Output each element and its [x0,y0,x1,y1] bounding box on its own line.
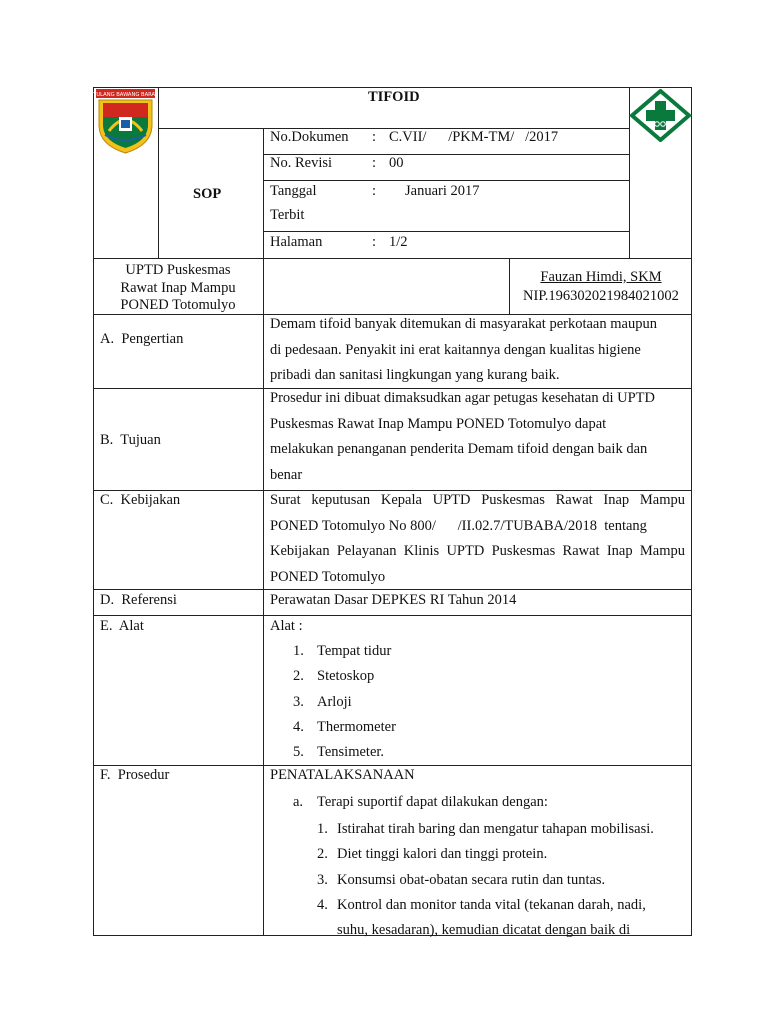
kebijakan-text [270,488,685,590]
section-label-prosedur: F. Prosedur [100,767,170,783]
prosedur-sub-marker: a. [293,794,304,810]
meta-value: Januari 2017 [405,183,480,199]
text-line: Prosedur ini dibuat dimaksudkan agar petugas kesehatan di UPTD [270,390,655,406]
document-title: TIFOID [368,89,420,105]
section-label-referensi: D. Referensi [100,592,177,608]
list-item-continuation: suhu, kesadaran), kemudian dicatat dengan baik di [337,922,631,939]
meta-label: Terbit [270,207,305,223]
tujuan-text [270,386,685,488]
grid-line [263,129,264,258]
grid-line [263,258,264,936]
section-label-tujuan: B. Tujuan [100,432,161,448]
org-name-line: PONED Totomulyo [120,297,236,313]
grid-line [158,87,159,258]
referensi-text: Perawatan Dasar DEPKES RI Tahun 2014 [270,592,517,608]
text-line: Kebijakan Pelayanan Klinis UPTD Puskesmas Rawat Inap Mampu [270,543,685,559]
sop-label: SOP [193,186,222,202]
text-line: Demam tifoid banyak ditemukan di masyarakat perkotaan maupun [270,316,657,332]
meta-sep: : [372,155,377,171]
grid-line [93,615,692,616]
text-line: benar [270,466,303,483]
section-label-pengertian: A. Pengertian [100,331,184,347]
meta-sep: : [372,234,377,250]
signer-nip: NIP.196302021984021002 [523,288,679,304]
meta-value: 1/2 [389,234,408,250]
org-name-line: UPTD Puskesmas [125,262,231,278]
text-line: Puskesmas Rawat Inap Mampu PONED Totomulyo dapat [270,415,607,432]
text-line: di pedesaan. Penyakit ini erat kaitannya dengan kualitas higiene [270,341,641,358]
section-label-alat: E. Alat [100,618,144,634]
meta-value: C.VII/ /PKM-TM/ /2017 [389,129,559,145]
meta-label: No.Dokumen [270,129,349,145]
list-item: 5. Tensimeter. [293,744,385,761]
list-item: 3. Konsumsi obat-obatan secara rutin dan tuntas. [317,871,606,888]
meta-value: 00 [389,155,404,171]
prosedur-steps [317,817,687,943]
meta-sep: : [372,129,377,145]
prosedur-sub-text: Terapi suportif dapat dilakukan dengan: [317,794,548,810]
grid-line [93,258,692,259]
text-line: pribadi dan sanitasi lingkungan yang kurang baik. [270,367,560,383]
meta-label: Tanggal [270,183,317,199]
list-item: 1. Tempat tidur [293,643,392,659]
org-name-line: Rawat Inap Mampu [120,280,236,296]
meta-label: Halaman [270,234,323,250]
grid-line [509,258,510,314]
grid-line [263,231,629,232]
list-item: 3. Arloji [293,693,352,710]
logo-caption: TULANG BAWANG BARAT [93,92,158,98]
list-item: 2. Stetoskop [293,668,375,685]
list-item: 4. Kontrol dan monitor tanda vital (tekanan darah, nadi, [317,896,646,913]
list-item: 4. Thermometer [293,718,396,735]
pengertian-text [270,312,685,389]
text-line: PONED Totomulyo [270,568,386,585]
section-label-kebijakan: C. Kebijakan [100,492,181,508]
list-item: 1. Istirahat tirah baring dan mengatur tahapan mobilisasi. [317,821,654,837]
text-line: Surat keputusan Kepala UPTD Puskesmas Rawat Inap Mampu [270,492,685,508]
signer-name: Fauzan Himdi, SKM [540,269,662,285]
meta-sep: : [372,183,377,199]
grid-line [263,180,629,181]
prosedur-heading: PENATALAKSANAAN [270,767,415,783]
text-line: PONED Totomulyo No 800/ /II.02.7/TUBABA/2018 tentang [270,517,647,534]
text-line: melakukan penanganan penderita Demam tifoid dengan baik dan [270,441,648,457]
alat-intro: Alat : [270,618,303,634]
alat-list [293,639,673,765]
puskesmas-logo [629,89,692,142]
list-item: 2. Diet tinggi kalori dan tinggi protein. [317,846,548,863]
regency-logo [93,87,158,157]
meta-label: No. Revisi [270,155,333,171]
